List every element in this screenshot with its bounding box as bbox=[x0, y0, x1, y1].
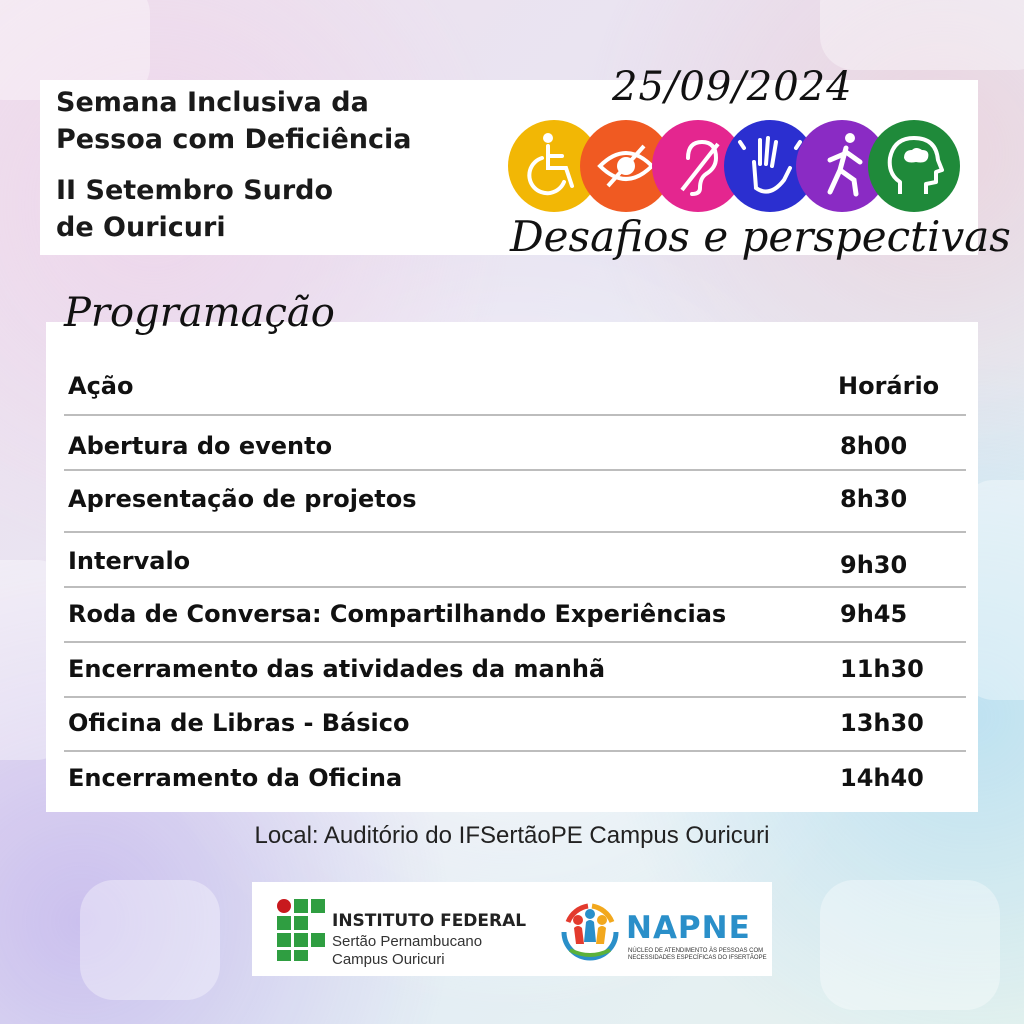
row-time: 8h30 bbox=[840, 485, 908, 513]
table-divider bbox=[64, 750, 966, 752]
program-title: Programação bbox=[64, 290, 335, 336]
row-action: Intervalo bbox=[68, 547, 191, 575]
row-action: Apresentação de projetos bbox=[68, 485, 417, 513]
table-divider bbox=[64, 586, 966, 588]
background-tile bbox=[820, 0, 1024, 70]
row-action: Roda de Conversa: Compartilhando Experiências bbox=[68, 600, 727, 628]
column-header-time: Horário bbox=[838, 372, 940, 400]
event-title bbox=[56, 84, 496, 158]
row-action: Encerramento da Oficina bbox=[68, 764, 403, 792]
background-tile bbox=[80, 880, 220, 1000]
row-time: 9h30 bbox=[840, 551, 908, 579]
column-header-action: Ação bbox=[68, 372, 134, 400]
table-row bbox=[64, 709, 966, 739]
napne-description: NÚCLEO DE ATENDIMENTO ÀS PESSOAS COM NECESSIDADES ESPECÍFICAS DO IFSERTÃOPE bbox=[628, 948, 767, 961]
napne-name: NAPNE bbox=[626, 910, 751, 946]
institute-subtitle: Sertão Pernambucano bbox=[332, 933, 483, 950]
napne-logo-icon bbox=[556, 898, 624, 966]
table-row bbox=[64, 600, 966, 630]
event-title-line: Pessoa com Deficiência bbox=[56, 124, 412, 155]
event-subtitle-line: de Ouricuri bbox=[56, 212, 226, 243]
event-tagline: Desafios e perspectivas bbox=[510, 212, 1011, 261]
table-divider bbox=[64, 469, 966, 471]
table-divider bbox=[64, 414, 966, 416]
event-title-line: Semana Inclusiva da bbox=[56, 87, 369, 118]
event-subtitle-line: II Setembro Surdo bbox=[56, 175, 334, 206]
row-time: 9h45 bbox=[840, 600, 908, 628]
table-row bbox=[64, 485, 966, 515]
instituto-federal-logo-icon bbox=[276, 898, 326, 962]
event-date: 25/09/2024 bbox=[612, 64, 853, 110]
event-location: Local: Auditório do IFSertãoPE Campus Ouricuri bbox=[254, 822, 770, 849]
table-divider bbox=[64, 641, 966, 643]
row-action: Encerramento das atividades da manhã bbox=[68, 655, 606, 683]
table-row bbox=[64, 547, 966, 577]
head-mind-icon bbox=[868, 120, 960, 212]
table-header bbox=[64, 372, 966, 402]
table-row bbox=[64, 764, 966, 794]
row-time: 8h00 bbox=[840, 432, 908, 460]
background-tile bbox=[820, 880, 1000, 1010]
row-time: 13h30 bbox=[840, 709, 924, 737]
accessibility-symbols bbox=[504, 118, 964, 218]
table-row bbox=[64, 432, 966, 462]
row-time: 14h40 bbox=[840, 764, 924, 792]
table-divider bbox=[64, 696, 966, 698]
institute-campus: Campus Ouricuri bbox=[332, 951, 445, 968]
row-action: Abertura do evento bbox=[68, 432, 333, 460]
row-action: Oficina de Libras - Básico bbox=[68, 709, 410, 737]
row-time: 11h30 bbox=[840, 655, 924, 683]
event-subtitle bbox=[56, 172, 496, 246]
institute-name: INSTITUTO FEDERAL bbox=[332, 911, 527, 931]
table-divider bbox=[64, 531, 966, 533]
table-row bbox=[64, 655, 966, 685]
